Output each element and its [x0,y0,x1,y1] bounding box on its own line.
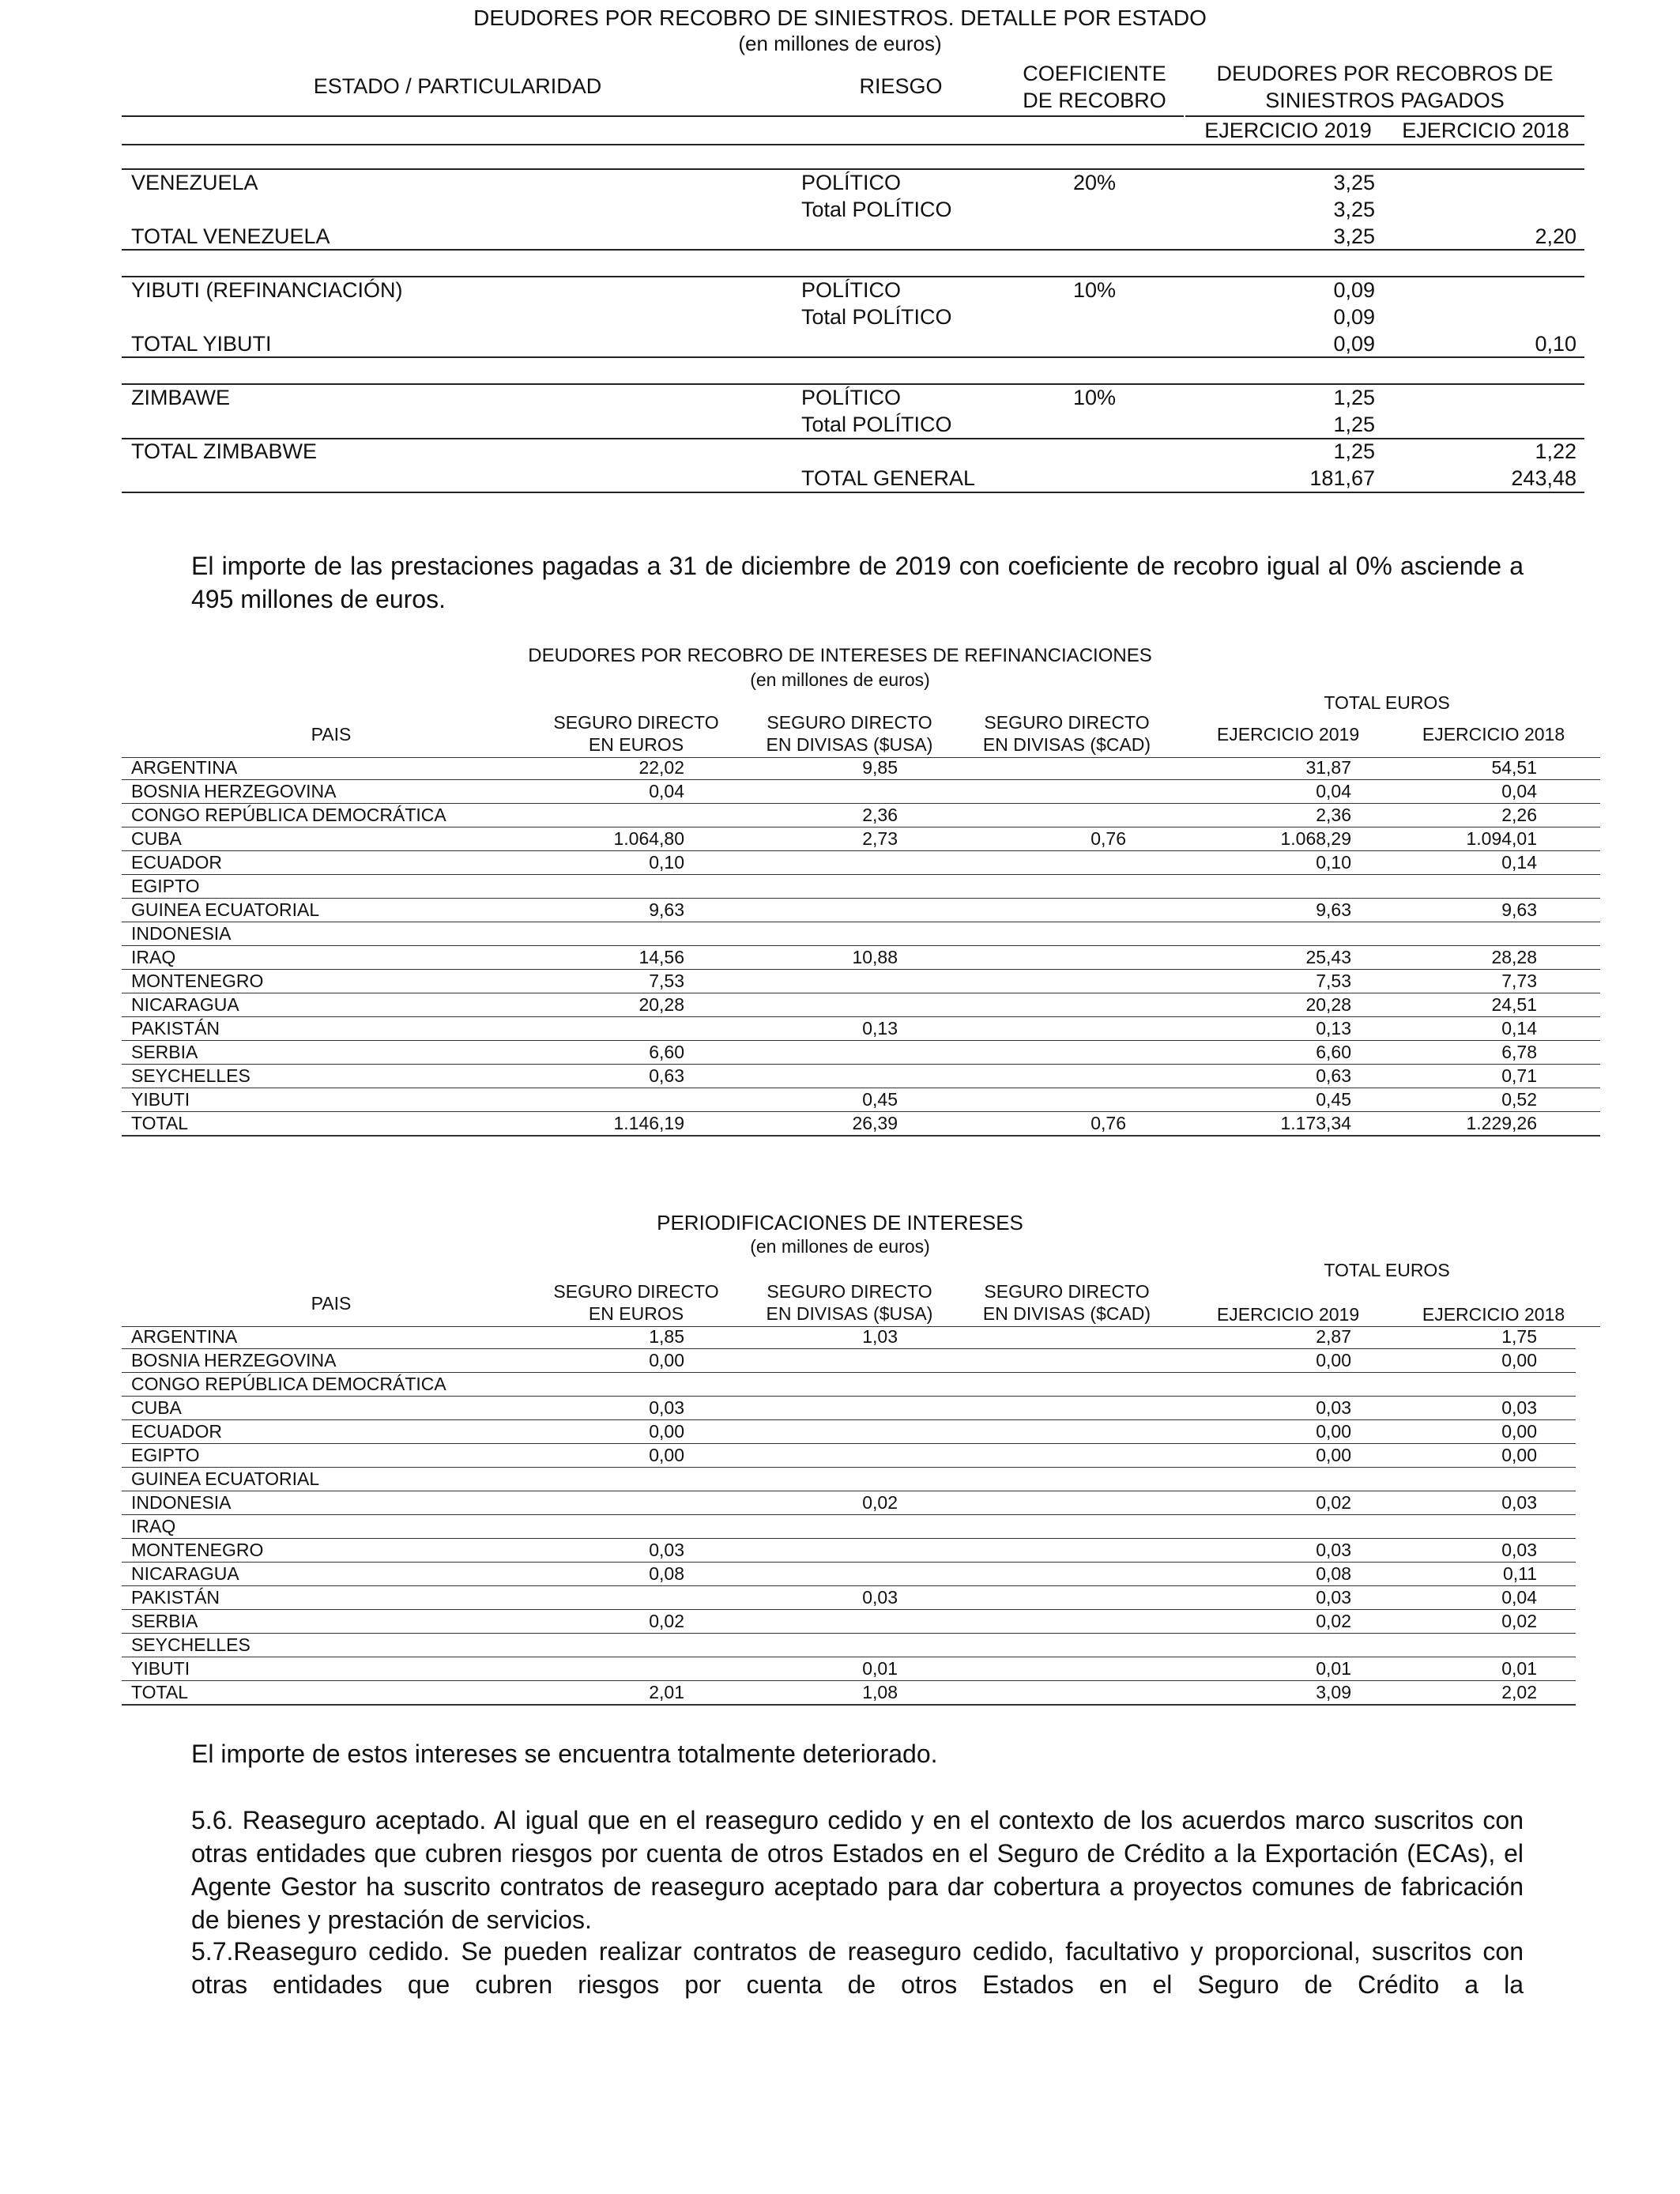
cell-col-5: 0,04 [1501,781,1537,801]
cell-col-1: 0,10 [649,852,684,873]
cell-col-5: 1.094,01 [1466,828,1537,849]
cell-coef: 10% [1072,278,1117,302]
cell-2018: 1,22 [1535,439,1576,463]
cell-pais: IRAQ [131,947,176,967]
table2-header-sd-usa-1: SEGURO DIRECTO [767,712,932,733]
cell-col-5: 6,78 [1501,1042,1537,1062]
cell-col-4: 0,45 [1316,1089,1351,1110]
cell-col-1: 0,03 [649,1540,684,1560]
table1-header-coef-1: COEFICIENTE [1023,62,1166,85]
cell-col-1: 0,03 [649,1397,684,1418]
table2-header-sd-cad-1: SEGURO DIRECTO [984,712,1150,733]
table3-title: PERIODIFICACIONES DE INTERESES [657,1211,1023,1235]
table3-header-ej2018: EJERCICIO 2018 [1422,1304,1565,1325]
cell-col-2: 0,45 [862,1089,898,1110]
cell-estado: TOTAL VENEZUELA [131,224,330,248]
cell-col-1: 7,53 [649,971,684,991]
cell-pais: NICARAGUA [131,1563,239,1584]
cell-pais: SEYCHELLES [131,1634,250,1655]
cell-col-4: 6,60 [1316,1042,1351,1062]
cell-col-5: 2,26 [1501,805,1537,825]
cell-col-5: 0,03 [1501,1540,1537,1560]
cell-coef: 10% [1072,386,1117,409]
cell-col-2: 10,88 [852,947,898,967]
cell-2019: 1,25 [1333,439,1375,463]
cell-col-4: 0,63 [1316,1065,1351,1086]
cell-pais: INDONESIA [131,923,232,944]
cell-pais: YIBUTI [131,1089,190,1110]
cell-col-1: 14,56 [638,947,684,967]
cell-col-4: 31,87 [1305,757,1351,778]
table1-header-ej2019: EJERCICIO 2019 [1204,119,1372,142]
cell-estado: VENEZUELA [131,171,258,194]
cell-col-1: 1,85 [649,1326,684,1347]
cell-2019: 3,25 [1333,198,1375,221]
cell-col-4: 0,00 [1316,1421,1351,1442]
table1-header-estado: ESTADO / PARTICULARIDAD [313,74,602,98]
cell-col-5: 1,75 [1501,1326,1537,1347]
cell-col-4: 0,04 [1316,781,1351,801]
cell-col-4: 3,09 [1316,1682,1351,1702]
cell-col-1: 0,04 [649,781,684,801]
cell-col-5: 54,51 [1491,757,1537,778]
cell-col-4: 0,10 [1316,852,1351,873]
cell-riesgo: Total POLÍTICO [801,305,952,329]
row-divider [122,1633,1576,1634]
row-divider [122,1514,1576,1515]
cell-2019: 181,67 [1309,466,1375,490]
cell-2019: 3,25 [1333,224,1375,248]
cell-col-4: 20,28 [1305,994,1351,1015]
cell-pais: GUINEA ECUATORIAL [131,1468,320,1489]
cell-col-1: 20,28 [638,994,684,1015]
cell-col-5: 0,71 [1501,1065,1537,1086]
cell-col-2: 0,01 [862,1658,898,1679]
table1-subtitle: (en millones de euros) [738,32,942,55]
table2-subtitle: (en millones de euros) [750,669,930,690]
cell-2019: 0,09 [1333,332,1375,356]
cell-col-4: 0,08 [1316,1563,1351,1584]
cell-col-1: 6,60 [649,1042,684,1062]
cell-col-4: 7,53 [1316,971,1351,991]
cell-col-2: 2,73 [862,828,898,849]
cell-estado: ZIMBAWE [131,386,230,409]
table2-header-total: TOTAL EUROS [1324,692,1450,713]
cell-pais: GUINEA ECUATORIAL [131,899,320,920]
cell-col-5: 7,73 [1501,971,1537,991]
cell-col-5: 0,02 [1501,1611,1537,1631]
table3-header-sd-cad-1: SEGURO DIRECTO [984,1281,1150,1302]
cell-col-2: 1,08 [862,1682,898,1702]
cell-col-2: 0,02 [862,1492,898,1513]
paragraph-prestaciones: El importe de las prestaciones pagadas a 31 de diciembre de 2019 con coeficiente de recobro igual al 0% asciende a 495 millones de euros. [191,552,1524,613]
cell-col-2: 0,03 [862,1587,898,1608]
cell-col-4: 0,03 [1316,1540,1351,1560]
cell-col-4: 0,00 [1316,1445,1351,1465]
cell-2019: 1,25 [1333,413,1375,436]
cell-2018: 243,48 [1511,466,1576,490]
cell-pais: PAKISTÁN [131,1587,220,1608]
cell-col-5: 0,04 [1501,1587,1537,1608]
cell-pais: ECUADOR [131,852,223,873]
cell-riesgo: Total POLÍTICO [801,413,952,436]
table3-header-ej2019: EJERCICIO 2019 [1216,1304,1360,1325]
cell-col-4: 1.068,29 [1280,828,1351,849]
cell-col-5: 0,00 [1501,1350,1537,1370]
cell-2018: 0,10 [1535,332,1576,356]
row-divider [122,1135,1600,1137]
cell-estado: YIBUTI (REFINANCIACIÓN) [131,278,403,302]
cell-col-4: 0,02 [1316,1611,1351,1631]
cell-col-5: 0,03 [1501,1397,1537,1418]
table2-header-sd-usa-2: EN DIVISAS ($USA) [766,734,933,755]
cell-col-4: 0,13 [1316,1018,1351,1039]
paragraph-deteriorado: El importe de estos intereses se encuentra totalmente deteriorado. [191,1740,938,1768]
table2-header-sd-cad-2: EN DIVISAS ($CAD) [982,734,1151,755]
cell-pais: TOTAL [131,1113,188,1133]
cell-col-1: 0,08 [649,1563,684,1584]
cell-col-1: 22,02 [638,757,684,778]
table1-header-deudores-1: DEUDORES POR RECOBROS DE [1216,62,1554,85]
cell-pais: SERBIA [131,1042,198,1062]
table2-header-sd-eur-1: SEGURO DIRECTO [553,712,719,733]
cell-col-1: 1.146,19 [613,1113,684,1133]
table2-title: DEUDORES POR RECOBRO DE INTERESES DE REFINANCIACIONES [528,645,1152,666]
cell-col-1: 0,02 [649,1611,684,1631]
table1-header-deudores-2: SINIESTROS PAGADOS [1265,89,1505,112]
cell-pais: ECUADOR [131,1421,223,1442]
cell-col-4: 9,63 [1316,899,1351,920]
cell-col-1: 0,00 [649,1350,684,1370]
cell-pais: NICARAGUA [131,994,239,1015]
cell-col-3: 0,76 [1090,828,1126,849]
cell-pais: CUBA [131,1397,182,1418]
cell-2019: 3,25 [1333,171,1375,194]
cell-col-4: 0,03 [1316,1587,1351,1608]
cell-estado: TOTAL YIBUTI [131,332,272,356]
cell-pais: TOTAL [131,1682,188,1702]
cell-col-4: 0,02 [1316,1492,1351,1513]
cell-estado: TOTAL ZIMBABWE [131,439,318,463]
table2-header-ej2018: EJERCICIO 2018 [1422,724,1565,745]
table3-header-total: TOTAL EUROS [1324,1260,1450,1280]
cell-col-5: 0,14 [1501,1018,1537,1039]
row-divider [122,1467,1576,1468]
cell-col-2: 1,03 [862,1326,898,1347]
cell-col-4: 2,36 [1316,805,1351,825]
cell-pais: CUBA [131,828,182,849]
cell-col-2: 26,39 [852,1113,898,1133]
cell-col-5: 0,01 [1501,1658,1537,1679]
table2-header-pais: PAIS [311,724,352,745]
cell-pais: INDONESIA [131,1492,232,1513]
cell-riesgo: Total POLÍTICO [801,198,952,221]
paragraph-reaseguro-cedido: 5.7.Reaseguro cedido. Se pueden realizar contratos de reaseguro cedido, facultativo y proporcional, suscritos con otras entidades que cubren riesgos por cuenta de otros Estados en el Seguro de Crédito a la [191,1937,1524,1999]
cell-pais: EGIPTO [131,876,200,896]
cell-col-5: 28,28 [1491,947,1537,967]
cell-2019: 0,09 [1333,278,1375,302]
cell-2019: 0,09 [1333,305,1375,329]
cell-col-3: 0,76 [1090,1113,1126,1133]
paragraph-reaseguro-aceptado: 5.6. Reaseguro aceptado. Al igual que en el reaseguro cedido y en el contexto de los acuerdos marco suscritos con otras entidades que cubren riesgos por cuenta de otros Estados en el Seguro de Crédito a la Exportación (ECAs), el Agente Gestor ha suscrito contratos de reaseguro aceptado para dar cobertura a proyectos comunes de fabricación de bienes y prestación de servicios. [191,1806,1524,1934]
cell-coef: 20% [1072,171,1117,194]
cell-pais: BOSNIA HERZEGOVINA [131,1350,337,1370]
cell-col-5: 9,63 [1501,899,1537,920]
cell-pais: PAKISTÁN [131,1018,220,1039]
cell-col-5: 2,02 [1501,1682,1537,1702]
cell-pais: CONGO REPÚBLICA DEMOCRÁTICA [131,805,446,825]
cell-col-1: 1.064,80 [613,828,684,849]
cell-col-4: 2,87 [1316,1326,1351,1347]
cell-riesgo: POLÍTICO [801,278,902,302]
cell-pais: ARGENTINA [131,757,238,778]
table3-header-sd-usa-1: SEGURO DIRECTO [767,1281,932,1302]
cell-col-5: 0,11 [1502,1563,1537,1584]
table1-header-riesgo: RIESGO [859,74,943,98]
cell-2019: 1,25 [1333,386,1375,409]
cell-col-4: 0,03 [1316,1397,1351,1418]
table2-header-sd-eur-2: EN EUROS [588,734,684,755]
cell-col-4: 0,01 [1316,1658,1351,1679]
cell-col-4: 1.173,34 [1280,1113,1351,1133]
cell-pais: IRAQ [131,1516,176,1536]
cell-col-5: 24,51 [1491,994,1537,1015]
cell-pais: SERBIA [131,1611,198,1631]
table3-header-sd-eur-2: EN EUROS [588,1303,684,1324]
table3-header-sd-eur-1: SEGURO DIRECTO [553,1281,719,1302]
cell-col-5: 0,52 [1501,1089,1537,1110]
cell-col-5: 0,00 [1501,1445,1537,1465]
table1-header-coef-2: DE RECOBRO [1023,89,1166,112]
cell-col-2: 2,36 [862,805,898,825]
cell-pais: EGIPTO [131,1445,200,1465]
cell-col-1: 0,00 [649,1421,684,1442]
cell-pais: BOSNIA HERZEGOVINA [131,781,337,801]
cell-pais: ARGENTINA [131,1326,238,1347]
table3-header-sd-usa-2: EN DIVISAS ($USA) [766,1303,933,1324]
cell-pais: CONGO REPÚBLICA DEMOCRÁTICA [131,1374,446,1394]
cell-riesgo: POLÍTICO [801,386,902,409]
cell-col-4: 25,43 [1305,947,1351,967]
table3-header-pais: PAIS [311,1293,352,1314]
table1-header-ej2018: EJERCICIO 2018 [1402,119,1569,142]
cell-col-5: 1.229,26 [1466,1113,1537,1133]
cell-col-1: 0,63 [649,1065,684,1086]
cell-col-5: 0,14 [1501,852,1537,873]
cell-col-5: 0,00 [1501,1421,1537,1442]
row-divider [122,874,1600,875]
cell-pais: MONTENEGRO [131,971,264,991]
cell-pais: YIBUTI [131,1658,190,1679]
cell-2018: 2,20 [1535,224,1576,248]
table1-title: DEUDORES POR RECOBRO DE SINIESTROS. DETALLE POR ESTADO [473,6,1207,30]
cell-riesgo: TOTAL GENERAL [801,466,976,490]
table3-subtitle: (en millones de euros) [750,1236,930,1257]
cell-col-5: 0,03 [1501,1492,1537,1513]
cell-pais: SEYCHELLES [131,1065,250,1086]
cell-col-1: 9,63 [649,899,684,920]
table2-header-ej2019: EJERCICIO 2019 [1216,724,1360,745]
cell-col-2: 9,85 [862,757,898,778]
cell-col-4: 0,00 [1316,1350,1351,1370]
cell-col-1: 2,01 [649,1682,684,1702]
cell-pais: MONTENEGRO [131,1540,264,1560]
cell-col-2: 0,13 [862,1018,898,1039]
cell-col-1: 0,00 [649,1445,684,1465]
row-divider [122,1704,1576,1706]
table3-header-sd-cad-2: EN DIVISAS ($CAD) [982,1303,1151,1324]
cell-riesgo: POLÍTICO [801,171,902,194]
